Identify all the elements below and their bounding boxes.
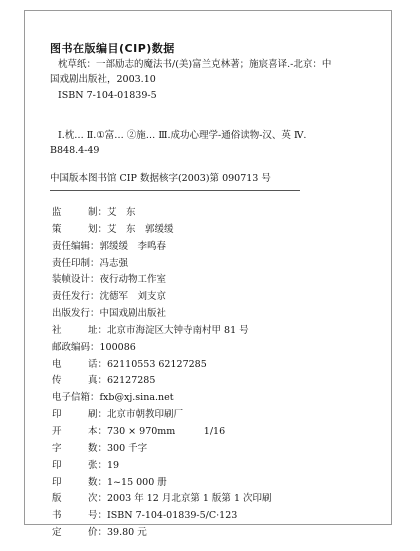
credit-label-char-2: 张 [88, 459, 98, 471]
credit-row [52, 440, 372, 457]
credit-label-char-1: 社 [52, 324, 62, 336]
credit-label [52, 356, 98, 370]
cip-description [50, 57, 380, 103]
credit-row [52, 372, 372, 389]
credit-label-char-2: 价 [88, 527, 98, 539]
credit-value: ：2003 年 12 月北京第 1 版第 1 次印刷 [97, 493, 272, 505]
credit-row [52, 490, 372, 507]
credit-row [52, 356, 372, 373]
credit-label [52, 524, 98, 538]
credit-label-char-1: 印 [52, 459, 62, 471]
credit-value: ：夜行动物工作室 [90, 274, 167, 286]
credit-label: 责任印制 [52, 257, 91, 269]
credit-value: ：艾 东 郭缓缓 [97, 223, 174, 235]
credit-label-char-2: 次 [88, 493, 98, 505]
credit-label [52, 474, 98, 488]
cip-subject-line-1: Ⅰ.枕… Ⅱ.①富… ②施… Ⅲ.成功心理学-通俗读物-汉、英 Ⅳ. [58, 130, 307, 141]
credit-row [52, 271, 372, 288]
credit-label: 责任发行 [52, 291, 91, 303]
credit-label-char-1: 印 [52, 409, 62, 421]
credit-label-char-2: 数 [88, 476, 98, 488]
credit-row [52, 255, 372, 272]
credit-value: ：冯志强 [90, 257, 129, 269]
credit-label [52, 440, 98, 454]
credit-row [52, 288, 372, 305]
cip-desc-line-2: 国戏剧出版社，2003.10 [50, 74, 156, 85]
credit-row [52, 423, 372, 440]
credit-value: ：fxb@xj.sina.net [90, 392, 174, 404]
credit-label-char-2: 数 [88, 442, 98, 454]
credit-label-char-1: 传 [52, 375, 62, 387]
credit-label-char-1: 开 [52, 425, 62, 437]
credit-value: ：ISBN 7-104-01839-5/C·123 [97, 510, 238, 522]
credit-label [52, 457, 98, 471]
credit-label [52, 490, 98, 504]
credit-value: ：300 千字 [97, 442, 148, 454]
credit-value: ：19 [97, 459, 120, 471]
credit-row [52, 457, 372, 474]
credit-row [52, 238, 372, 255]
credit-row [52, 204, 372, 221]
credit-label-char-2: 本 [88, 425, 98, 437]
credit-row [52, 406, 372, 423]
cip-subject-classification [50, 128, 380, 158]
credit-label [52, 221, 98, 235]
credit-row [52, 305, 372, 322]
credit-label-char-1: 版 [52, 493, 62, 505]
credit-label-char-1: 定 [52, 527, 62, 539]
credit-label [52, 507, 98, 521]
credit-label-char-1: 书 [52, 510, 62, 522]
credit-row [52, 389, 372, 406]
credit-label: 出版发行 [52, 308, 91, 320]
credit-label: 电子信箱 [52, 392, 91, 404]
credit-label-char-2: 址 [88, 324, 98, 336]
cip-title: 图书在版编目(CIP)数据 [50, 42, 175, 55]
credit-label: 责任编辑 [52, 240, 91, 252]
credit-label-char-1: 电 [52, 358, 62, 370]
credit-label-char-1: 策 [52, 223, 62, 235]
credit-value: ：62110553 62127285 [97, 358, 207, 370]
credit-value: ：62127285 [97, 375, 156, 387]
divider-line [50, 190, 300, 191]
credit-label-char-1: 监 [52, 207, 62, 218]
credit-label [52, 322, 98, 336]
credit-row [52, 221, 372, 238]
credit-label-char-1: 印 [52, 476, 62, 488]
credit-row [52, 339, 372, 356]
credits-list [52, 204, 372, 541]
credit-row [52, 474, 372, 491]
credit-label [52, 372, 98, 386]
credit-row [52, 322, 372, 339]
credit-label-char-2: 号 [88, 510, 98, 522]
credit-value: ：郭缓缓 李鸣春 [90, 240, 167, 252]
credit-value: ：39.80 元 [97, 527, 147, 539]
credit-value: ：艾 东 [97, 207, 136, 218]
credit-label [52, 406, 98, 420]
credit-label-char-2: 划 [88, 223, 98, 235]
cip-subject-line-2: B848.4-49 [50, 145, 100, 156]
credit-value: ：100086 [90, 341, 136, 353]
credit-value: ：沈德军 刘支京 [90, 291, 167, 303]
credit-label-char-2: 制 [88, 207, 98, 218]
credit-label: 装帧设计 [52, 274, 91, 286]
credit-value: ：北京市海淀区大钟寺南村甲 81 号 [97, 324, 249, 336]
credit-label: 邮政编码 [52, 341, 91, 353]
credit-row [52, 524, 372, 541]
credit-label [52, 204, 98, 218]
credit-value: ：1~15 000 册 [97, 476, 167, 488]
credit-value: ：北京市朝教印刷厂 [97, 409, 184, 421]
credit-label-char-2: 刷 [88, 409, 98, 421]
credit-label-char-2: 话 [88, 358, 98, 370]
credit-value: ：中国戏剧出版社 [90, 308, 167, 320]
credit-label-char-2: 真 [88, 375, 98, 387]
credit-label-char-1: 字 [52, 442, 62, 454]
cip-isbn: ISBN 7-104-01839-5 [58, 90, 157, 101]
credit-row [52, 507, 372, 524]
cip-record-number: 中国版本图书馆 CIP 数据核字(2003)第 090713 号 [50, 173, 271, 184]
credit-value: ：730 × 970mm 1/16 [97, 425, 226, 437]
credit-label [52, 423, 98, 437]
cip-desc-line-1: 枕草纸：一部励志的魔法书/(美)富兰克林著；施宸喜译.-北京：中 [58, 59, 332, 70]
